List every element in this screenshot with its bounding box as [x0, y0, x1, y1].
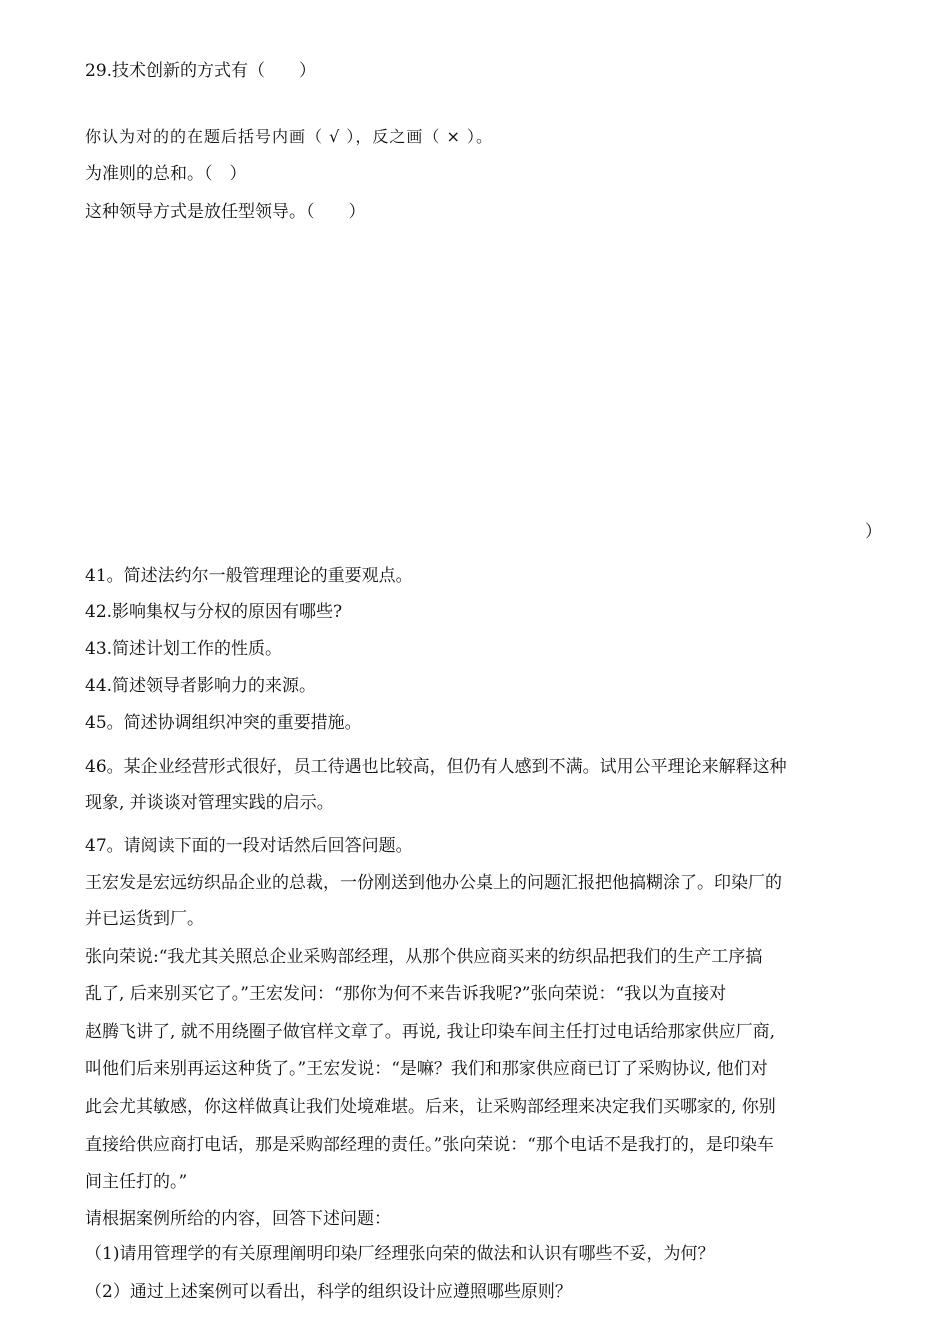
case-sub-question-2: （2）通过上述案例可以看出，科学的组织设计应遵照哪些原则？ [85, 1282, 572, 1302]
true-false-item-1: 为准则的总和。（ ） [85, 164, 247, 184]
stray-paren: ） [865, 522, 882, 542]
question-42: 42.影响集权与分权的原因有哪些? [85, 602, 343, 622]
question-43: 43.简述计划工作的性质。 [85, 639, 283, 659]
question-29: 29.技术创新的方式有（ ） [85, 61, 317, 81]
question-45: 45。简述协调组织冲突的重要措施。 [85, 713, 362, 733]
case-sub-question-1: （1)请用管理学的有关原理阐明印染厂经理张向荣的做法和认识有哪些不妥，为何？ [85, 1244, 715, 1264]
case-prompt: 请根据案例所给的内容，回答下述问题： [85, 1209, 391, 1229]
true-false-instruction: 你认为对的的在题后括号内画（ √ ），反之画（ × ）。 [85, 127, 493, 146]
question-41: 41。简述法约尔一般管理理论的重要观点。 [85, 566, 413, 586]
case-paragraph-2-line-2: 乱了, 后来别买它了。”王宏发问：“那你为何不来告诉我呢?”张向荣说：“我以为直接对 [85, 984, 727, 1004]
case-paragraph-2-line-7: 间主任打的。” [85, 1172, 188, 1192]
case-paragraph-2-line-5: 此会尤其敏感，你这样做真让我们处境难堪。后来，让采购部经理来决定我们买哪家的, 你别 [85, 1097, 776, 1117]
case-paragraph-2-line-1: 张向荣说:“我尤其关照总企业采购部经理，从那个供应商买来的纺织品把我们的生产工序搞 [85, 947, 763, 967]
case-paragraph-2-line-3: 赵腾飞讲了, 就不用绕圈子做官样文章了。再说, 我让印染车间主任打过电话给那家供应厂商, [85, 1022, 776, 1042]
case-paragraph-1-line-1: 王宏发是宏远纺织品企业的总裁，一份刚送到他办公桌上的问题汇报把他搞糊涂了。印染厂的 [85, 873, 782, 893]
question-44: 44.简述领导者影响力的来源。 [85, 676, 317, 696]
question-46-line-1: 46。某企业经营形式很好，员工待遇也比较高，但仍有人感到不满。试用公平理论来解释这种 [85, 757, 787, 777]
true-false-item-2: 这种领导方式是放任型领导。（ ） [85, 202, 366, 222]
case-paragraph-2-line-6: 直接给供应商打电话，那是采购部经理的责任。”张向荣说：“那个电话不是我打的，是印染车 [85, 1135, 774, 1155]
question-47-title: 47。请阅读下面的一段对话然后回答问题。 [85, 836, 413, 856]
case-paragraph-1-line-2: 并已运货到厂。 [85, 909, 204, 929]
case-paragraph-2-line-4: 叫他们后来别再运这种货了。”王宏发说：“是嘛？我们和那家供应商已订了采购协议, 他们对 [85, 1059, 768, 1079]
question-46-line-2: 现象, 并谈谈对管理实践的启示。 [85, 793, 334, 813]
